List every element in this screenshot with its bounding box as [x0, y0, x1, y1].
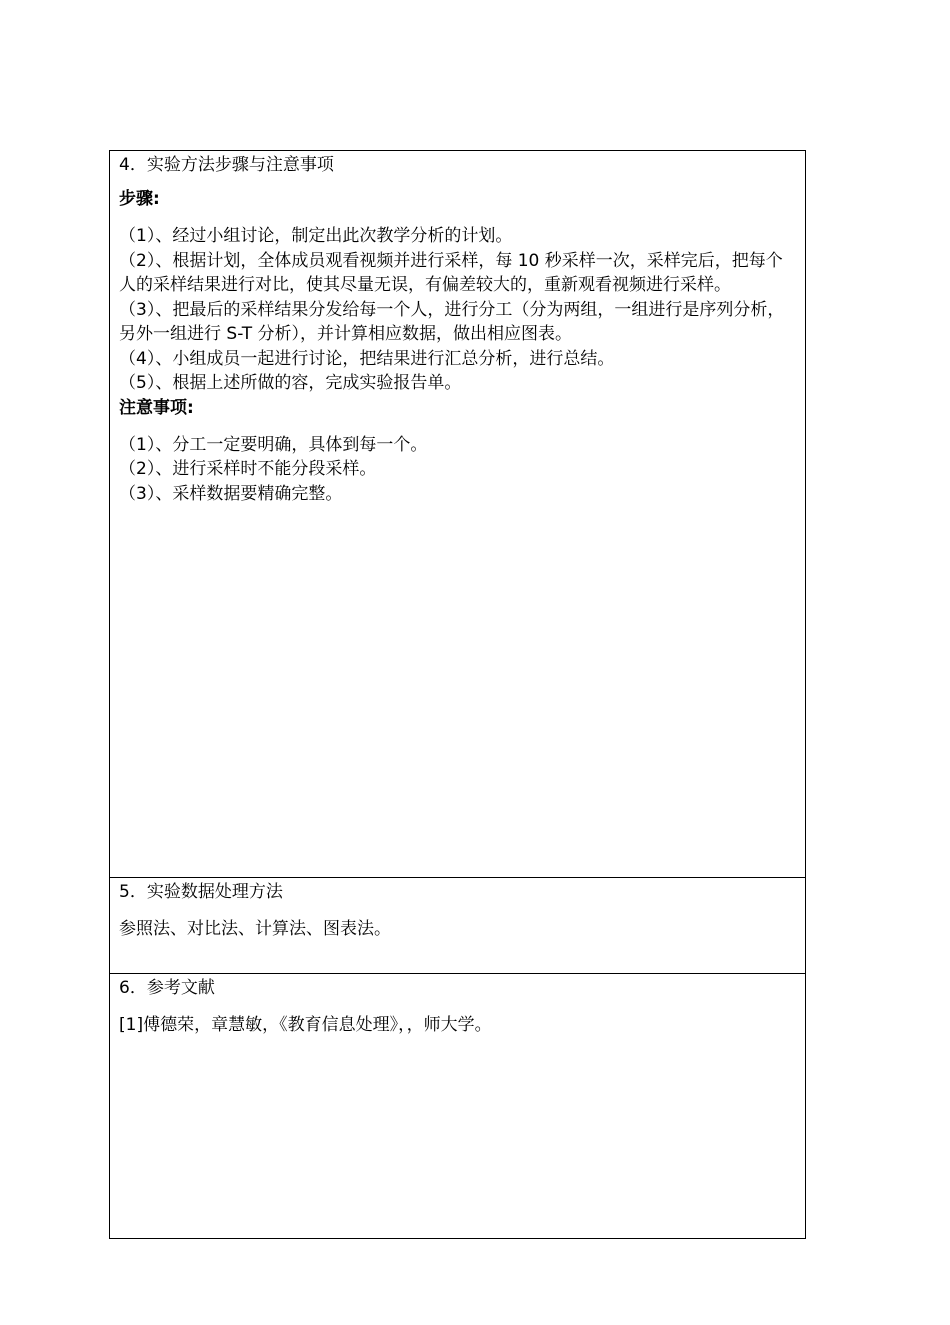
section-5-cell [110, 877, 805, 973]
note-item-1: （1）、分工一定要明确，具体到每一个。 [119, 434, 428, 455]
steps-label: 步骤: [119, 189, 160, 209]
section-6-cell [110, 973, 805, 1240]
section-6-heading: 6．参考文献 [119, 978, 215, 998]
step-item-3: （3）、把最后的采样结果分发给每一个人，进行分工（分为两组，一组进行是序列分析，另外一组进行 S-T 分析），并计算相应数据，做出相应图表。 [119, 299, 785, 344]
steps-list [119, 224, 796, 396]
report-table [109, 150, 806, 1239]
step-item-2: （2）、根据计划，全体成员观看视频并进行采样，每 10 秒采样一次，采样完后，把每个人的采样结果进行对比，使其尽量无误，有偏差较大的，重新观看视频进行采样。 [119, 250, 783, 295]
notes-list [119, 433, 796, 507]
step-item-1: （1）、经过小组讨论，制定出此次教学分析的计划。 [119, 226, 513, 246]
step-item-5: （5）、根据上述所做的容，完成实验报告单。 [119, 373, 462, 393]
section-4-cell [110, 151, 805, 877]
notes-label: 注意事项: [119, 397, 194, 418]
section-5-heading: 5．实验数据处理方法 [119, 882, 283, 902]
section-5-content: 参照法、对比法、计算法、图表法。 [119, 919, 391, 939]
note-item-2: （2）、进行采样时不能分段采样。 [119, 459, 377, 479]
step-item-4: （4）、小组成员一起进行讨论，把结果进行汇总分析，进行总结。 [119, 348, 615, 369]
section-4-heading: 4．实验方法步骤与注意事项 [119, 155, 334, 175]
reference-item-1: [1]傅德荣，章慧敏，《教育信息处理》，，师大学。 [119, 1015, 492, 1035]
note-item-3: （3）、采样数据要精确完整。 [119, 483, 343, 504]
